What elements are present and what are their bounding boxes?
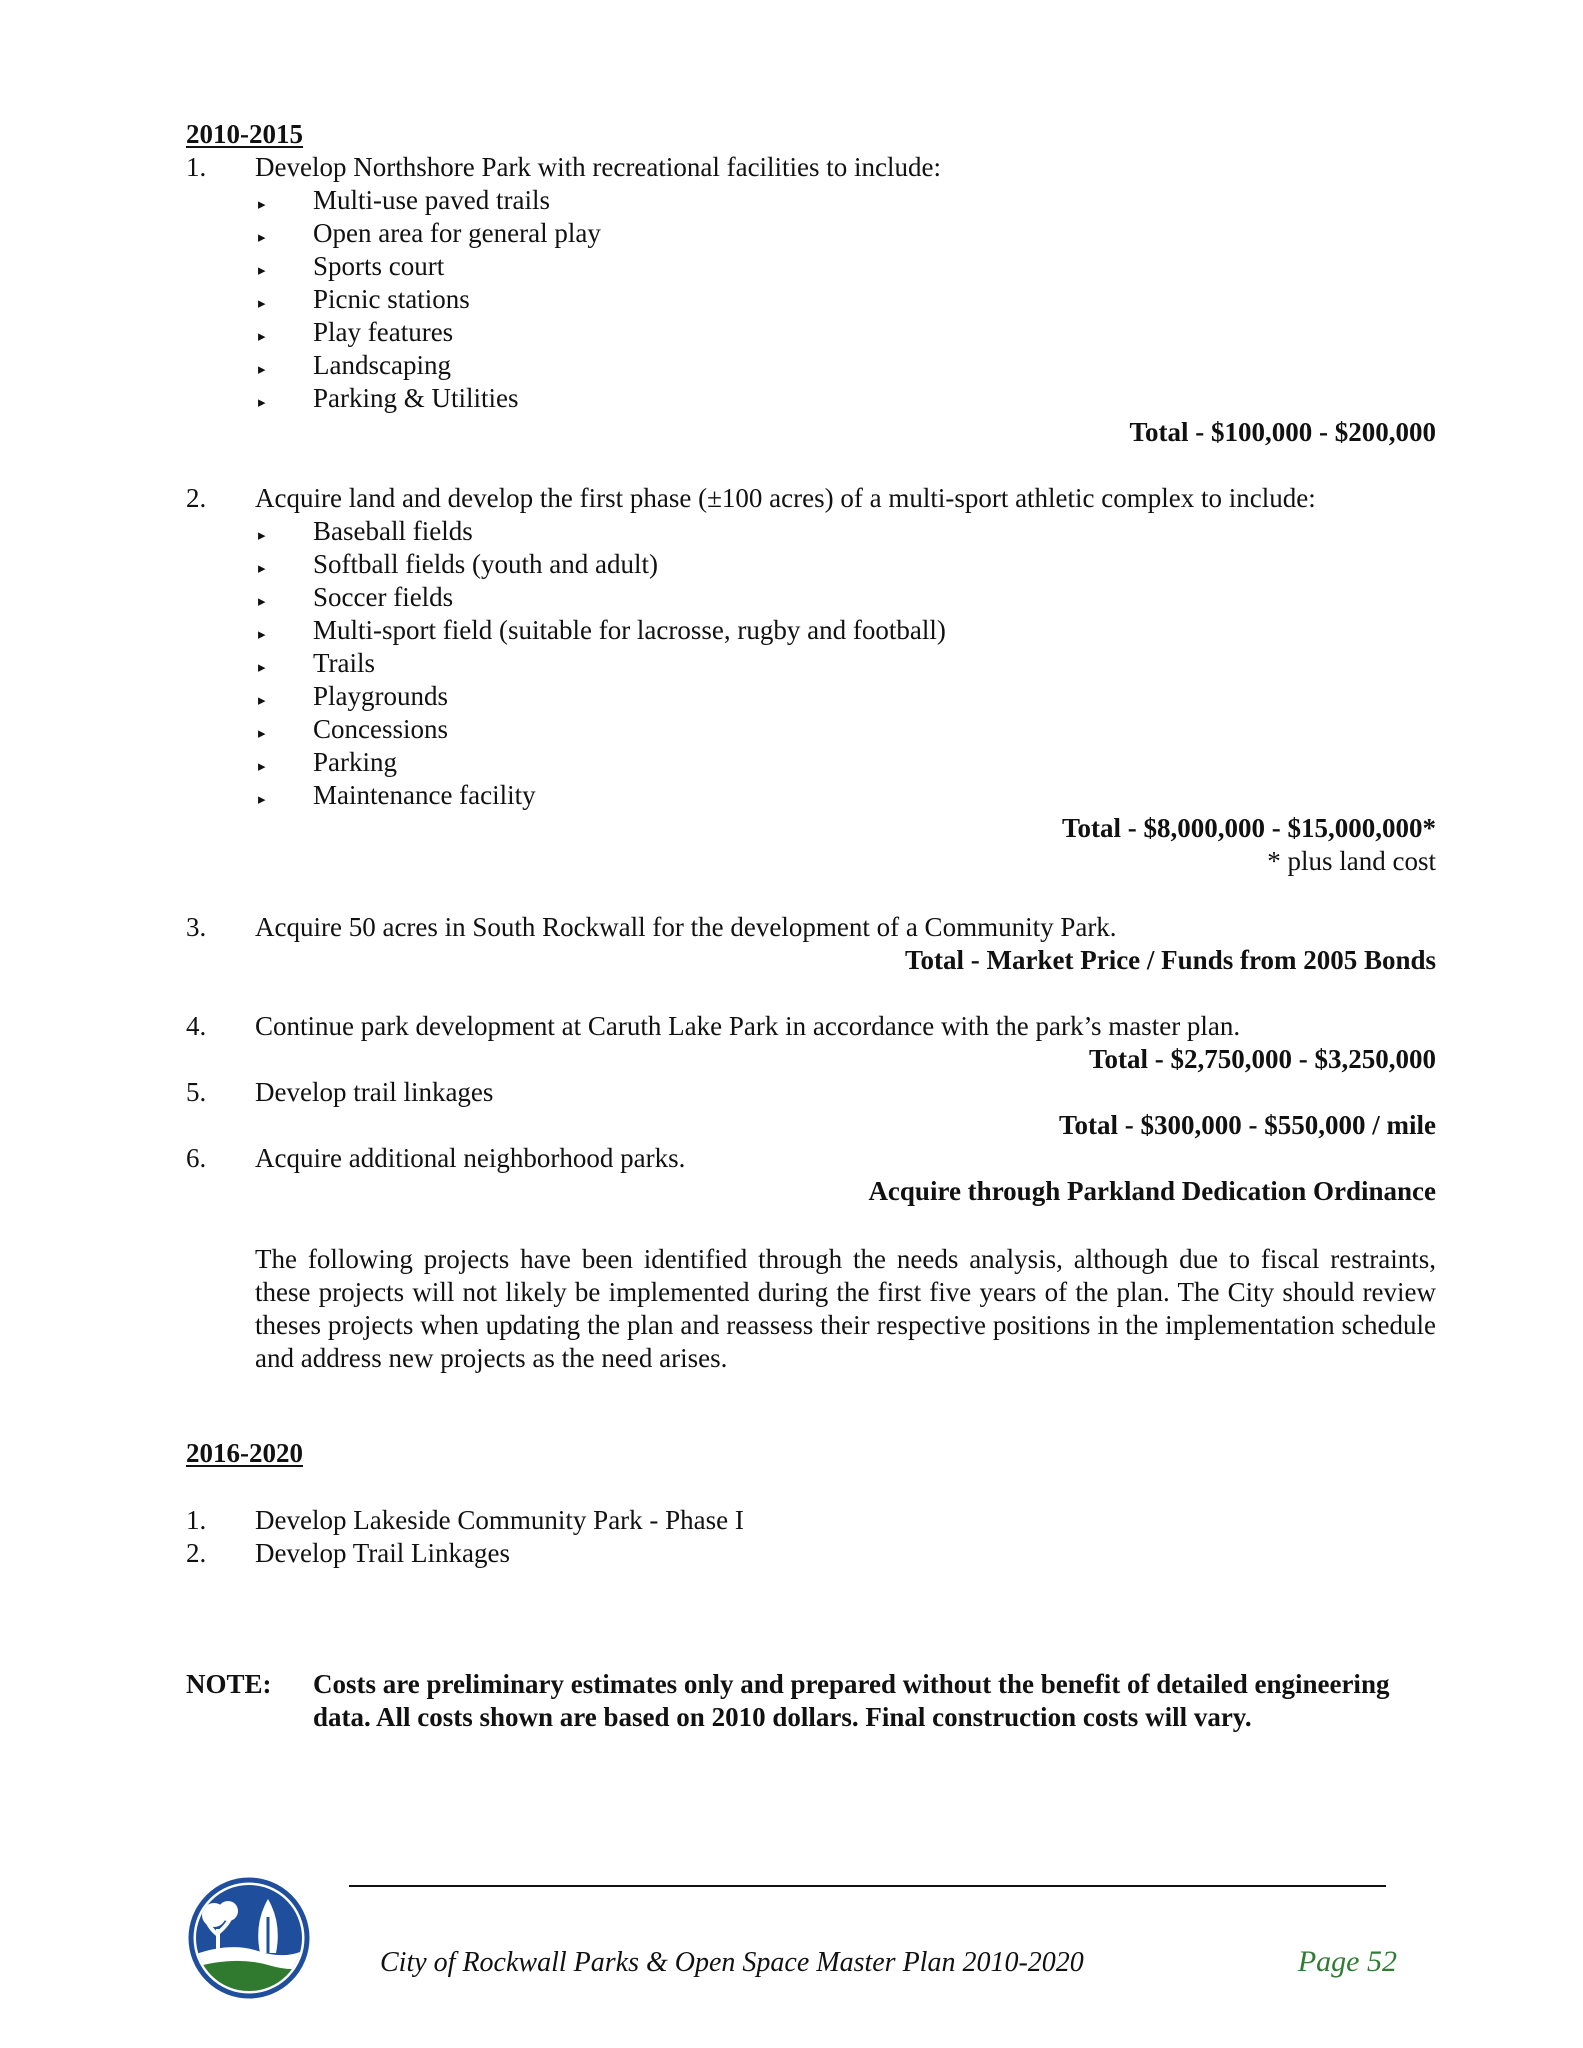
bullet-item: Sports court xyxy=(313,251,445,281)
bullet-item: Parking & Utilities xyxy=(313,383,519,413)
bullet-item: Play features xyxy=(313,317,454,347)
bullet-icon: ▸ xyxy=(258,792,266,808)
footer-divider xyxy=(349,1885,1386,1887)
bullet-item: Picnic stations xyxy=(313,284,470,314)
bullet-icon: ▸ xyxy=(258,329,266,345)
bullet-item: Open area for general play xyxy=(313,218,601,248)
item-number: 1. xyxy=(186,152,207,182)
item-text: Acquire land and develop the first phase (±100 acres) of a multi-sport athletic complex to include: xyxy=(255,483,1316,513)
bullet-icon: ▸ xyxy=(258,759,266,775)
item-total: Total - Market Price / Funds from 2005 Bonds xyxy=(905,945,1436,975)
item-total: Total - $100,000 - $200,000 xyxy=(1129,417,1436,447)
bullet-icon: ▸ xyxy=(258,594,266,610)
footer-title: City of Rockwall Parks & Open Space Master Plan 2010-2020 xyxy=(380,1947,1084,1978)
item-number: 4. xyxy=(186,1011,207,1041)
item-total: Total - $8,000,000 - $15,000,000* xyxy=(1061,813,1436,843)
item-text: Develop Trail Linkages xyxy=(255,1538,510,1568)
item-number: 6. xyxy=(186,1143,207,1173)
item-text: Develop Lakeside Community Park - Phase I xyxy=(255,1505,744,1535)
bullet-icon: ▸ xyxy=(258,528,266,544)
bullet-item: Maintenance facility xyxy=(313,780,536,810)
item-number: 3. xyxy=(186,912,207,942)
bullet-icon: ▸ xyxy=(258,230,266,246)
item-text: Continue park development at Caruth Lake Park in accordance with the park’s master plan. xyxy=(255,1011,1241,1041)
item-number: 1. xyxy=(186,1505,207,1535)
bullet-icon: ▸ xyxy=(258,395,266,411)
bullet-icon: ▸ xyxy=(258,726,266,742)
bullet-icon: ▸ xyxy=(258,627,266,643)
item-text: Develop Northshore Park with recreational facilities to include: xyxy=(255,152,942,182)
section-heading-2016-2020: 2016-2020 xyxy=(186,1438,303,1468)
city-logo xyxy=(188,1877,310,1999)
item-total: Total - $300,000 - $550,000 / mile xyxy=(1059,1110,1436,1140)
city-logo-icon xyxy=(188,1877,310,1999)
bullet-icon: ▸ xyxy=(258,362,266,378)
bullet-icon: ▸ xyxy=(258,561,266,577)
bullet-icon: ▸ xyxy=(258,296,266,312)
bullet-item: Parking xyxy=(313,747,397,777)
bullet-item: Concessions xyxy=(313,714,448,744)
item-text: Acquire additional neighborhood parks. xyxy=(255,1143,686,1173)
bullet-item: Playgrounds xyxy=(313,681,448,711)
summary-paragraph: The following projects have been identified through the needs analysis, although due to fiscal restraints, these projects will not likely be implemented during the first five years of the plan. The City should review theses projects when updating the plan and reassess their respective positions in the implementation schedule and address new projects as the need arises. xyxy=(255,1244,1436,1373)
bullet-icon: ▸ xyxy=(258,263,266,279)
bullet-icon: ▸ xyxy=(258,197,266,213)
item-text: Develop trail linkages xyxy=(255,1077,494,1107)
bullet-item: Softball fields (youth and adult) xyxy=(313,549,658,579)
bullet-icon: ▸ xyxy=(258,693,266,709)
item-number: 2. xyxy=(186,483,207,513)
item-footnote: * plus land cost xyxy=(1267,846,1436,876)
item-number: 5. xyxy=(186,1077,207,1107)
bullet-item: Multi-use paved trails xyxy=(313,185,550,215)
bullet-item: Trails xyxy=(313,648,376,678)
item-total: Acquire through Parkland Dedication Ordinance xyxy=(868,1176,1436,1206)
bullet-item: Baseball fields xyxy=(313,516,473,546)
bullet-item: Soccer fields xyxy=(313,582,454,612)
note-label: NOTE: xyxy=(186,1669,272,1699)
item-number: 2. xyxy=(186,1538,207,1568)
note-text: Costs are preliminary estimates only and prepared without the benefit of detailed engineering data. All costs shown are based on 2010 dollars. Final construction costs will vary. xyxy=(313,1669,1390,1732)
bullet-item: Multi-sport field (suitable for lacrosse, rugby and football) xyxy=(313,615,946,645)
bullet-item: Landscaping xyxy=(313,350,451,380)
item-total: Total - $2,750,000 - $3,250,000 xyxy=(1088,1044,1436,1074)
section-heading-2010-2015: 2010-2015 xyxy=(186,119,303,149)
item-text: Acquire 50 acres in South Rockwall for the development of a Community Park. xyxy=(255,912,1117,942)
bullet-icon: ▸ xyxy=(258,660,266,676)
page-number: Page 52 xyxy=(1297,1945,1397,1978)
